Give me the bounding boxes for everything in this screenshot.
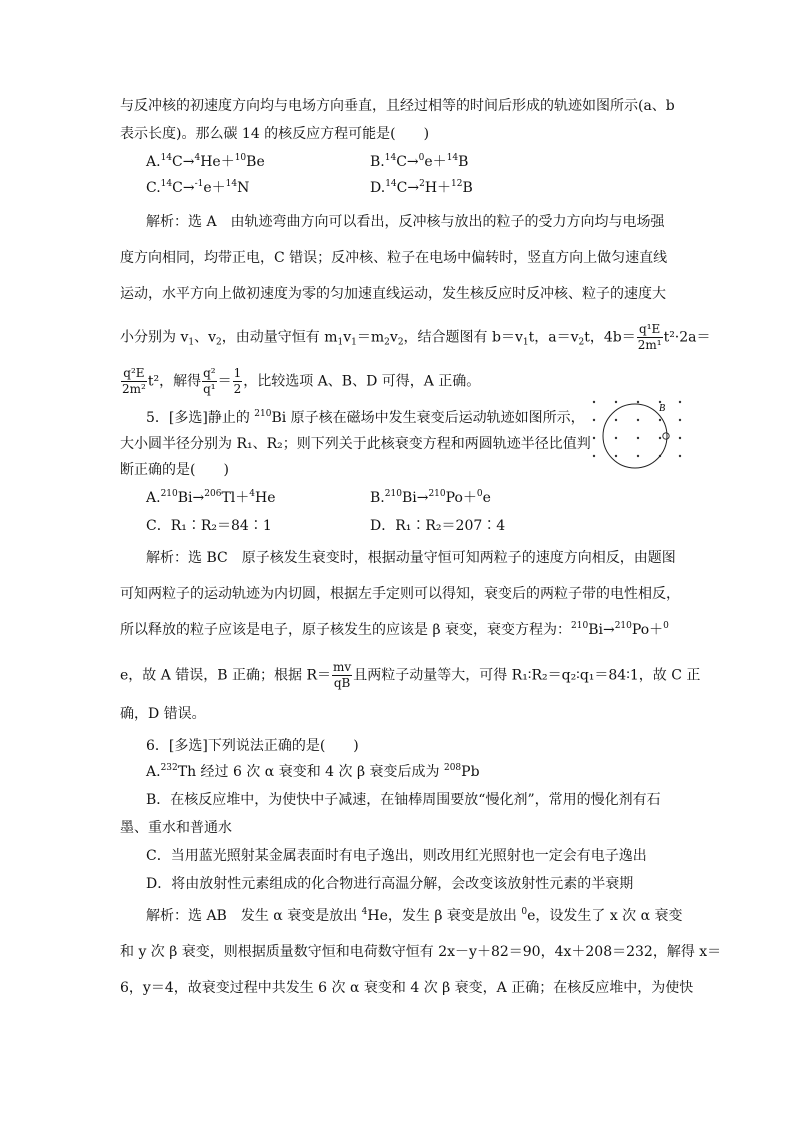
q5-solution-line-1: 解析：选 BC 原子核发生衰变时，根据动量守恒可知两粒子的速度方向相反，由题图 <box>146 550 676 566</box>
field-label-b: B <box>659 403 666 414</box>
small-orbit <box>663 433 669 439</box>
q4-solution-line-3: 运动，水平方向上做初速度为零的匀加速直线运动，发生核反应时反冲核、粒子的速度大 <box>120 286 666 302</box>
q5-solution-line-2: 可知两粒子的运动轨迹为内切圆，根据左手定则可以得知，衰变后的两粒子带的电性相反， <box>120 586 680 602</box>
q5-stem-line-3: 断正确的是( ) <box>120 462 229 478</box>
q4-solution-line-5: $\frac{\text{q²E}}{\text{2m²}}$ t²，解得 $\frac{\text{q²}}{\text{q¹}}$ ＝ $\frac{1}{2}$ ，比较选项 A、B、D 可得，A 正确。 <box>122 366 481 396</box>
q5-solution-line-4: e，故 A 错误，B 正确；根据 R＝ $\frac{mv}{qB}$ 且两粒子动量等大，可得 R₁∶R₂＝q₂∶q₁＝84∶1，故 C 正 <box>120 660 701 690</box>
q5-stem-line-2: 大小圆半径分别为 R₁、R₂；则下列关于此核衰变方程和两圆轨迹半径比值判 <box>120 436 591 452</box>
q6-option-b-line-1: B．在核反应堆中，为使快中子减速，在铀棒周围要放“慢化剂”，常用的慢化剂有石 <box>146 792 661 808</box>
fraction: $\frac{\text{q¹E}}{\text{2m¹}}$ <box>637 322 662 352</box>
large-orbit <box>603 404 667 468</box>
q5-option-b: B.$^{210}$Bi→$^{210}$Po＋$^0$e <box>370 489 491 506</box>
q5-solution-line-3: 所以释放的粒子应该是电子，原子核发生的应该是 β 衰变，衰变方程为：$^{210}$Bi→$^{210}$Po＋$^0$ <box>120 621 669 638</box>
q5-option-c: C．R₁∶R₂＝84∶1 <box>146 518 272 534</box>
q6-option-d: D．将由放射性元素组成的化合物进行高温分解，会改变该放射性元素的半衰期 <box>146 876 634 892</box>
q4-option-b: B.$^{14}$C→$^0$e＋$^{14}$B <box>370 153 469 170</box>
fraction: $\frac{\text{q²}}{\text{q¹}}$ <box>203 366 216 396</box>
q5-solution-line-5: 确，D 错误。 <box>120 706 206 722</box>
q6-option-b-line-2: 墨、重水和普通水 <box>120 820 232 836</box>
q6-solution-line-3: 6，y＝4，故衰变过程中共发生 6 次 α 衰变和 4 次 β 衰变，A 正确；在核反应堆中，为使快 <box>120 980 694 996</box>
q5-stem-line-1: 5．[多选]静止的 $^{210}$Bi 原子核在磁场中发生衰变后运动轨迹如图所示， <box>146 409 585 426</box>
q6-stem: 6．[多选]下列说法正确的是( ) <box>146 738 359 754</box>
q4-option-a: A.$^{14}$C→$^4$He＋$^{10}$Be <box>146 153 265 170</box>
q6-solution-line-1: 解析：选 AB 发生 α 衰变是放出 $^4$He，发生 β 衰变是放出 $^0$e，设发生了 x 次 α 衰变 <box>146 907 683 924</box>
q6-solution-line-2: 和 y 次 β 衰变，则根据质量数守恒和电荷数守恒有 2x－y＋82＝90，4x＋208＝232，解得 x＝ <box>120 944 722 960</box>
q6-option-a: A.$^{232}$Th 经过 6 次 α 衰变和 4 次 β 衰变后成为 $^{208}$Pb <box>146 763 480 780</box>
q4-solution-line-4: 小分别为 $v_1$、$v_2$，由动量守恒有 $m_1v_1=m_2v_2$，结合题图有 $b=v_1t$，$a=v_2t$，4b＝ $\frac{\text{q¹E}}{\text{2m¹}}$ t²·2a＝ <box>120 322 711 352</box>
q5-option-a: A.$^{210}$Bi→$^{206}$Tl＋$^4$He <box>146 489 276 506</box>
q5-option-d: D．R₁∶R₂＝207∶4 <box>370 518 506 534</box>
q4-solution-line-1: 解析：选 A 由轨迹弯曲方向可以看出，反冲核与放出的粒子的受力方向均与电场强 <box>146 214 665 230</box>
fraction: $\frac{mv}{qB}$ <box>333 660 352 690</box>
q4-option-d: D.$^{14}$C→$^2$H＋$^{12}$B <box>370 179 473 196</box>
q6-option-c: C．当用蓝光照射某金属表面时有电子逸出，则改用红光照射也一定会有电子逸出 <box>146 848 647 864</box>
fraction: $\frac{\text{q²E}}{\text{2m²}}$ <box>122 366 146 396</box>
q4-solution-line-2: 度方向相同，均带正电，C 错误；反冲核、粒子在电场中偏转时，竖直方向上做匀速直线 <box>120 250 668 266</box>
intro-line-2: 表示长度)。那么碳 14 的核反应方程可能是( ) <box>120 126 430 142</box>
magnetic-field-figure <box>588 398 684 470</box>
intro-line-1: 与反冲核的初速度方向均与电场方向垂直，且经过相等的时间后形成的轨迹如图所示(a、b <box>120 98 675 114</box>
q4-option-c: C.$^{14}$C→$^{-1}$e＋$^{14}$N <box>146 179 250 196</box>
fraction: $\frac{1}{2}$ <box>233 366 242 396</box>
